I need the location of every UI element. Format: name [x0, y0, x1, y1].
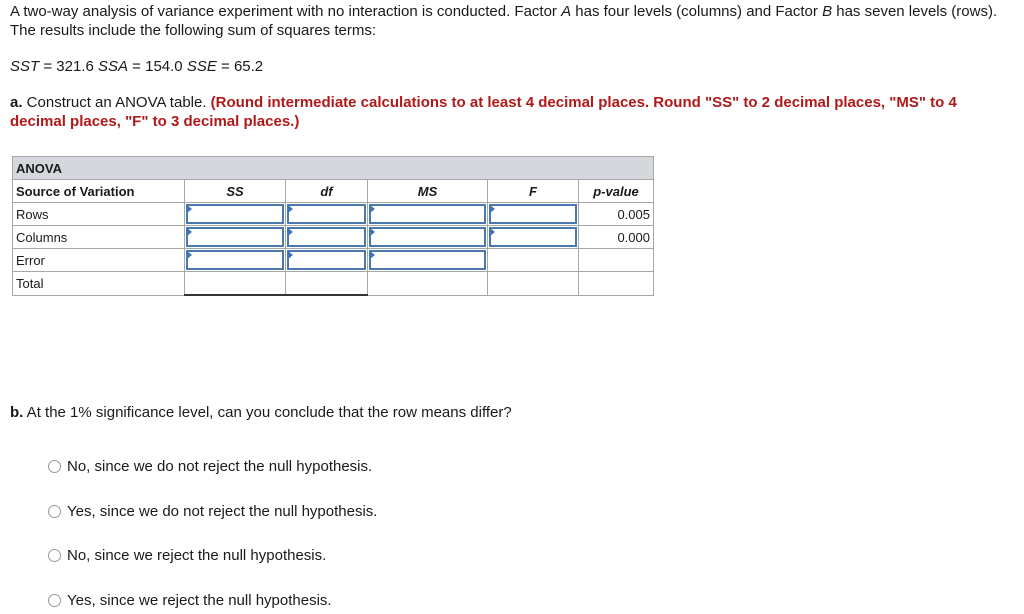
- columns-df-input[interactable]: [286, 226, 368, 249]
- part-b-label: b.: [10, 404, 24, 421]
- table-row-error: [13, 249, 654, 272]
- part-a-text: Construct an ANOVA table.: [22, 94, 211, 111]
- radio-button[interactable]: [48, 460, 61, 473]
- sum-of-squares-values: [10, 58, 263, 75]
- table-row-rows: [13, 203, 654, 226]
- error-p-cell: [579, 249, 654, 272]
- answer-option-4[interactable]: [48, 592, 332, 609]
- total-p-cell: [579, 272, 654, 296]
- intro-text-1: A two-way analysis of variance experiment with no interaction is conducted. Factor: [10, 3, 562, 20]
- intro-text-2: has four levels (columns) and Factor: [571, 3, 823, 20]
- error-ms-input[interactable]: [368, 249, 488, 272]
- columns-ss-input[interactable]: [185, 226, 286, 249]
- problem-intro: [10, 2, 1000, 40]
- rows-p-value: 0.005: [579, 203, 654, 226]
- rows-f-input[interactable]: [488, 203, 579, 226]
- table-row-columns: [13, 226, 654, 249]
- header-ss: SS: [185, 180, 286, 203]
- part-a-label: a.: [10, 94, 23, 111]
- anova-title-row: [13, 157, 654, 180]
- rows-ms-input[interactable]: [368, 203, 488, 226]
- row-source-error: Error: [13, 249, 185, 272]
- option-label: Yes, since we reject the null hypothesis.: [67, 592, 332, 609]
- header-p-value: p-value: [579, 180, 654, 203]
- option-label: Yes, since we do not reject the null hypothesis.: [67, 503, 378, 520]
- rows-df-input[interactable]: [286, 203, 368, 226]
- rows-ss-input[interactable]: [185, 203, 286, 226]
- factor-a-label: A: [561, 3, 572, 20]
- anova-header-row: [13, 180, 654, 203]
- radio-button[interactable]: [48, 549, 61, 562]
- total-df-cell: [286, 272, 368, 296]
- total-f-cell: [488, 272, 579, 296]
- columns-p-value: 0.000: [579, 226, 654, 249]
- row-source-columns: Columns: [13, 226, 185, 249]
- factor-b-label: B: [822, 3, 833, 20]
- option-label: No, since we reject the null hypothesis.: [67, 547, 327, 564]
- header-f: F: [488, 180, 579, 203]
- anova-title: ANOVA: [13, 157, 654, 180]
- columns-f-input[interactable]: [488, 226, 579, 249]
- row-source-total: Total: [13, 272, 185, 296]
- option-label: No, since we do not reject the null hypothesis.: [67, 458, 373, 475]
- header-df: df: [286, 180, 368, 203]
- table-row-total: [13, 272, 654, 296]
- part-a-question: [10, 93, 1000, 131]
- total-ms-cell: [368, 272, 488, 296]
- radio-button[interactable]: [48, 594, 61, 607]
- sse-value: = 65.2: [216, 58, 264, 75]
- intro-text-3: has seven levels (rows). The results include the following sum of squares terms:: [10, 3, 998, 39]
- header-source: Source of Variation: [13, 180, 185, 203]
- row-source-rows: Rows: [13, 203, 185, 226]
- answer-option-2[interactable]: [48, 503, 377, 520]
- answer-option-3[interactable]: [48, 547, 326, 564]
- error-f-cell: [488, 249, 579, 272]
- total-ss-cell: [185, 272, 286, 296]
- rounding-instruction: (Round intermediate calculations to at least 4 decimal places. Round "SS" to 2 decimal places, "MS" to 4 decimal places, "F" to 3 decimal places.): [10, 94, 957, 130]
- answer-option-1[interactable]: [48, 458, 372, 475]
- part-b-text: At the 1% significance level, can you conclude that the row means differ?: [23, 404, 512, 421]
- sse-label: SSE: [186, 58, 217, 75]
- sst-value: = 321.6: [39, 58, 98, 75]
- ssa-label: SSA: [98, 58, 129, 75]
- anova-table: [12, 156, 654, 296]
- header-ms: MS: [368, 180, 488, 203]
- error-ss-input[interactable]: [185, 249, 286, 272]
- ssa-value: = 154.0: [128, 58, 187, 75]
- radio-button[interactable]: [48, 505, 61, 518]
- error-df-input[interactable]: [286, 249, 368, 272]
- columns-ms-input[interactable]: [368, 226, 488, 249]
- sst-label: SST: [10, 58, 40, 75]
- part-b-question: [10, 404, 512, 421]
